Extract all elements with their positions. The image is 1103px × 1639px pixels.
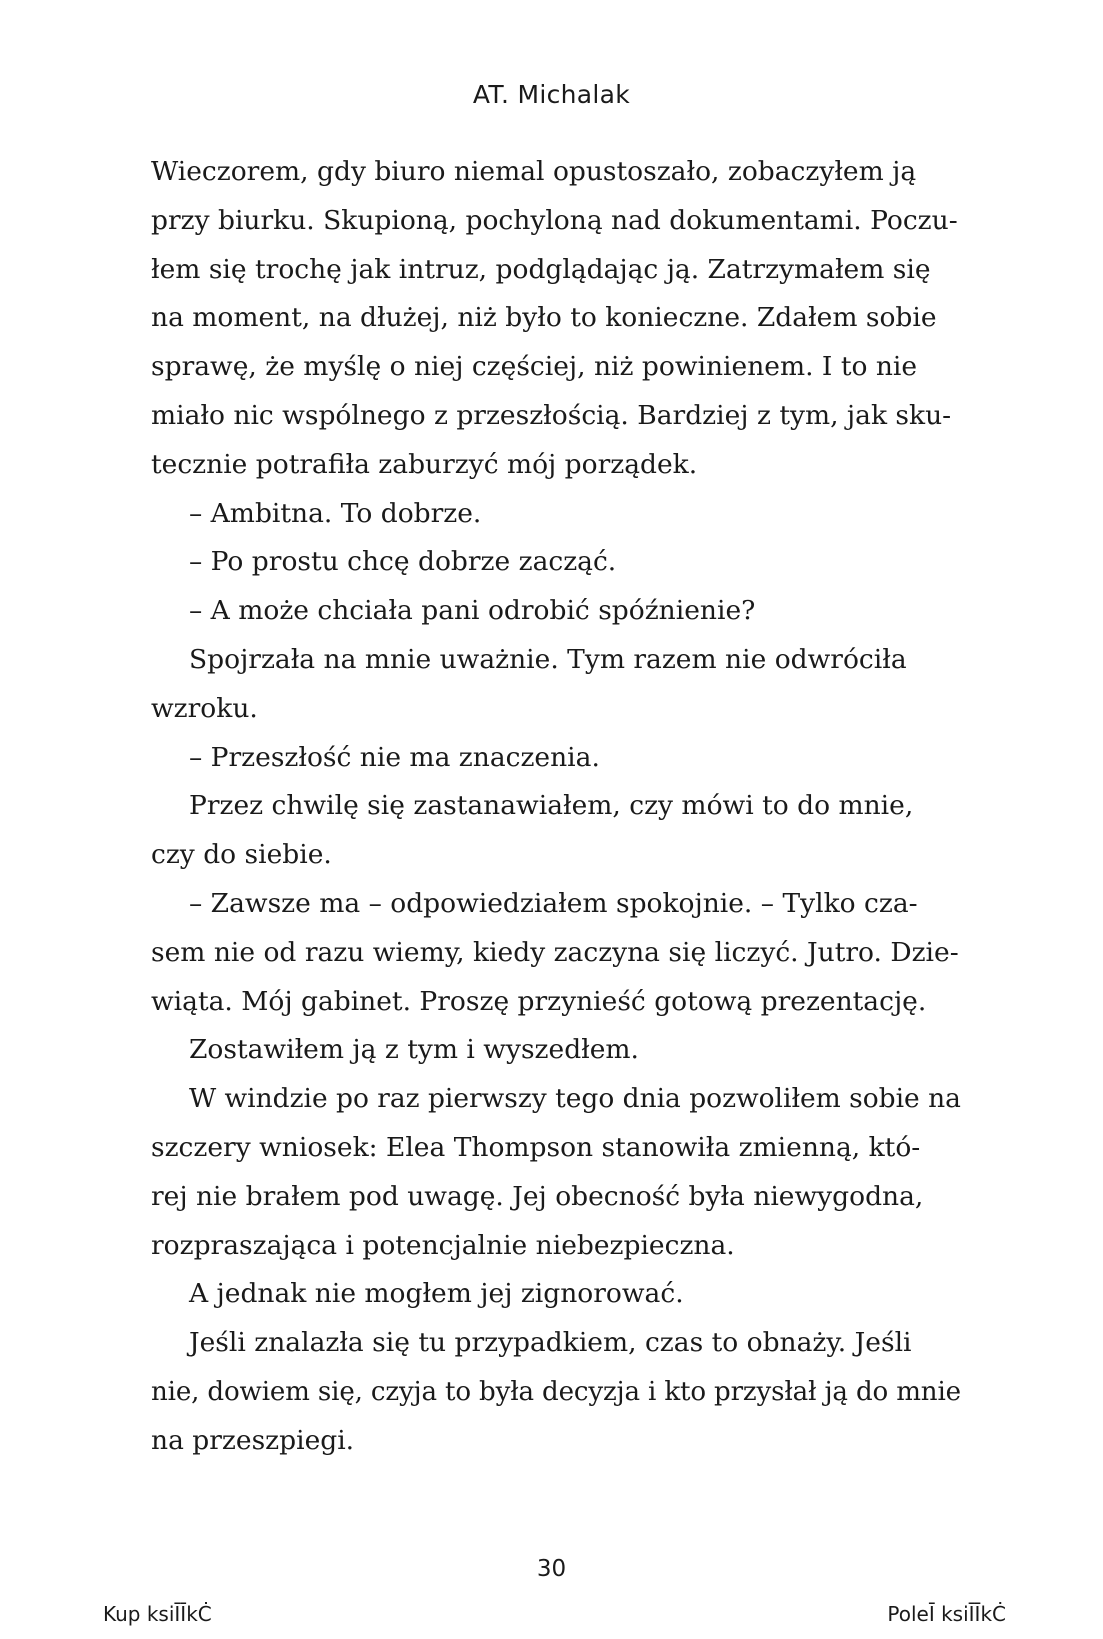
text-line: łem się trochę jak intruz, podglądając ją. Zatrzymałem się: [151, 253, 931, 285]
text-line: nie, dowiem się, czyja to była decyzja i kto przysłał ją do mnie: [151, 1375, 961, 1407]
page-number: 30: [536, 1556, 567, 1582]
text-line: tecznie potrafiła zaburzyć mój porządek.: [151, 448, 698, 480]
text-line: W windzie po raz pierwszy tego dnia pozwoliłem sobie na: [188, 1083, 961, 1115]
text-line: – Po prostu chcę dobrze zacząć.: [189, 546, 617, 578]
text-line: miało nic wspólnego z przeszłością. Bardziej z tym, jak sku-: [151, 399, 952, 431]
text-line: rozpraszająca i potencjalnie niebezpieczna.: [151, 1229, 735, 1261]
text-line: sem nie od razu wiemy, kiedy zaczyna się liczyć. Jutro. Dzie-: [151, 936, 959, 968]
text-line: czy do siebie.: [151, 839, 332, 871]
text-line: Jeśli znalazła się tu przypadkiem, czas to obnaży. Jeśli: [189, 1327, 912, 1359]
text-line: A jednak nie mogłem jej zignorować.: [189, 1278, 684, 1310]
text-line: Spojrzała na mnie uważnie. Tym razem nie odwróciła: [189, 643, 907, 675]
text-line: na przeszpiegi.: [151, 1424, 355, 1456]
recommend-book-link[interactable]: PoleĪ ksiĪĪkĊ: [887, 1602, 1006, 1626]
text-line: szczery wniosek: Elea Thompson stanowiła zmienną, któ-: [151, 1131, 921, 1163]
text-line: Wieczorem, gdy biuro niemal opustoszało, zobaczyłem ją: [151, 156, 917, 187]
text-line: Zostawiłem ją z tym i wyszedłem.: [189, 1034, 639, 1066]
text-line: rej nie brałem pod uwagę. Jej obecność była niewygodna,: [151, 1180, 924, 1212]
running-head-author: AT. Michalak: [472, 80, 631, 109]
text-line: wzroku.: [151, 692, 258, 724]
text-line: wiąta. Mój gabinet. Proszę przynieść gotową prezentację.: [151, 985, 927, 1017]
text-line: – A może chciała pani odrobić spóźnienie?: [189, 595, 756, 627]
text-line: – Ambitna. To dobrze.: [189, 497, 482, 529]
text-line: Przez chwilę się zastanawiałem, czy mówi to do mnie,: [189, 790, 914, 822]
body-text: [151, 148, 961, 1466]
text-line: na moment, na dłużej, niż było to konieczne. Zdałem sobie: [151, 302, 937, 334]
text-line: – Zawsze ma – odpowiedziałem spokojnie. – Tylko cza-: [189, 887, 918, 919]
text-line: sprawę, że myślę o niej częściej, niż powinienem. I to nie: [151, 351, 918, 383]
text-line: – Przeszłość nie ma znaczenia.: [189, 741, 600, 773]
buy-book-link[interactable]: Kup ksiĪĪkĊ: [103, 1602, 212, 1626]
text-line: przy biurku. Skupioną, pochyloną nad dokumentami. Poczu-: [151, 204, 958, 236]
